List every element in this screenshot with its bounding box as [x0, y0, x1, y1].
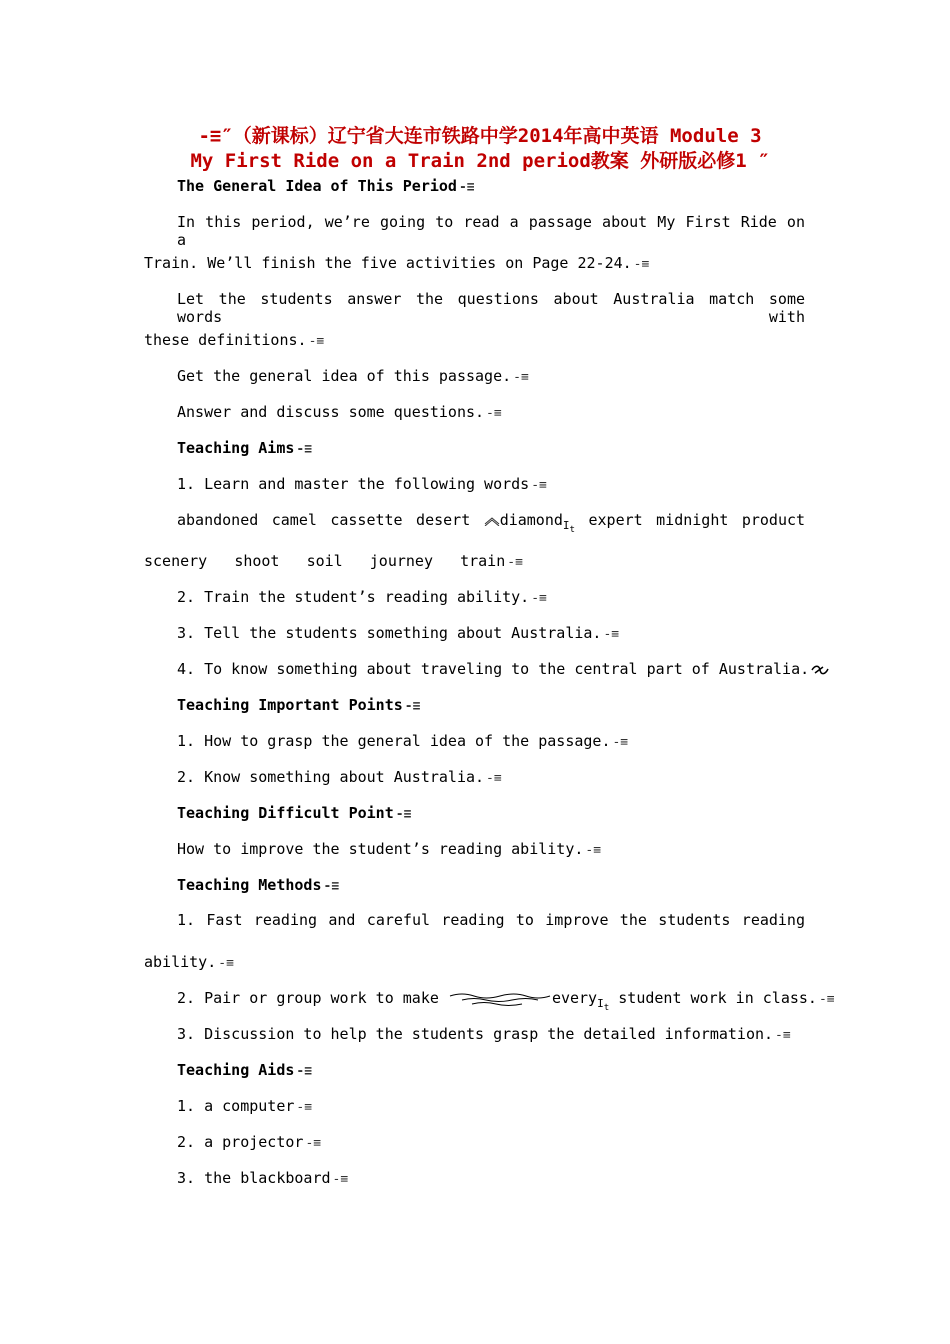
title-line-1: -≡″（新课标）辽宁省大连市铁路中学2014年高中英语 Module 3 [198, 125, 762, 147]
vocab-word: soil [306, 552, 343, 570]
vocab-word: expert [588, 511, 643, 529]
paragraph-1-line-1: In this period, we’re going to read a passage about My First Ride on a [177, 213, 805, 249]
vocab-word: scenery [144, 552, 208, 570]
vocab-word: midnight [656, 511, 729, 529]
vocab-word: camel [271, 511, 317, 529]
vocabulary-line-2 [144, 552, 523, 570]
aids-item-1: 1. a computer -≡ [177, 1097, 313, 1115]
methods-item-1-line-2: ability. -≡ [144, 953, 234, 971]
vocab-word: abandoned [177, 511, 259, 529]
aims-item-1: 1. Learn and master the following words -≡ [177, 475, 547, 493]
aims-item-4: 4. To know something about traveling to the central part of Australia. [177, 660, 829, 678]
heading-teaching-aids: Teaching Aids -≡ [177, 1061, 313, 1079]
aims-item-3: 3. Tell the students something about Australia. -≡ [177, 624, 620, 642]
document-title [140, 124, 820, 174]
heading-teaching-methods: Teaching Methods -≡ [177, 876, 340, 894]
aims-item-2: 2. Train the student’s reading ability. -≡ [177, 588, 547, 606]
vocab-word: train -≡ [460, 552, 523, 570]
chevron-decoration-icon [484, 516, 500, 526]
vocab-word: journey [369, 552, 433, 570]
heading-difficult-point: Teaching Difficult Point -≡ [177, 804, 412, 822]
methods-item-1-line-1: 1. Fast reading and careful reading to improve the students reading [177, 911, 805, 929]
paragraph-4: Answer and discuss some questions. -≡ [177, 403, 502, 421]
paragraph-2-line-2: these definitions. -≡ [144, 331, 325, 349]
vocabulary-line-1 [177, 511, 805, 535]
vocab-word: cassette [330, 511, 403, 529]
title-line-2: My First Ride on a Train 2nd period教案 外研版必修1 ″ [190, 150, 770, 172]
vocab-word-diamond: diamond$_{I_t}$ [484, 511, 575, 535]
aids-item-3: 3. the blackboard -≡ [177, 1169, 349, 1187]
paragraph-1-line-2: Train. We’ll finish the five activities on Page 22-24. -≡ [144, 254, 650, 272]
heading-teaching-aims: Teaching Aims -≡ [177, 439, 313, 457]
heading-general-idea: The General Idea of This Period -≡ [177, 177, 475, 195]
heading-important-points: Teaching Important Points -≡ [177, 696, 421, 714]
vocab-word: product [741, 511, 806, 529]
wavy-lines-icon [448, 992, 552, 1006]
aids-item-2: 2. a projector -≡ [177, 1133, 322, 1151]
important-item-1: 1. How to grasp the general idea of the passage. -≡ [177, 732, 629, 750]
methods-item-2: 2. Pair or group work to make every$_{I_t}$ student work in class. -≡ [177, 989, 835, 1014]
important-item-2: 2. Know something about Australia. -≡ [177, 768, 502, 786]
paragraph-2-line-1: Let the students answer the questions about Australia match some words with [177, 290, 805, 326]
difficult-item-1: How to improve the student’s reading ability. -≡ [177, 840, 602, 858]
vocab-word: shoot [234, 552, 280, 570]
paragraph-3: Get the general idea of this passage. -≡ [177, 367, 529, 385]
scribble-icon [811, 664, 829, 676]
vocab-word: desert [416, 511, 471, 529]
methods-item-3: 3. Discussion to help the students grasp the detailed information. -≡ [177, 1025, 791, 1043]
